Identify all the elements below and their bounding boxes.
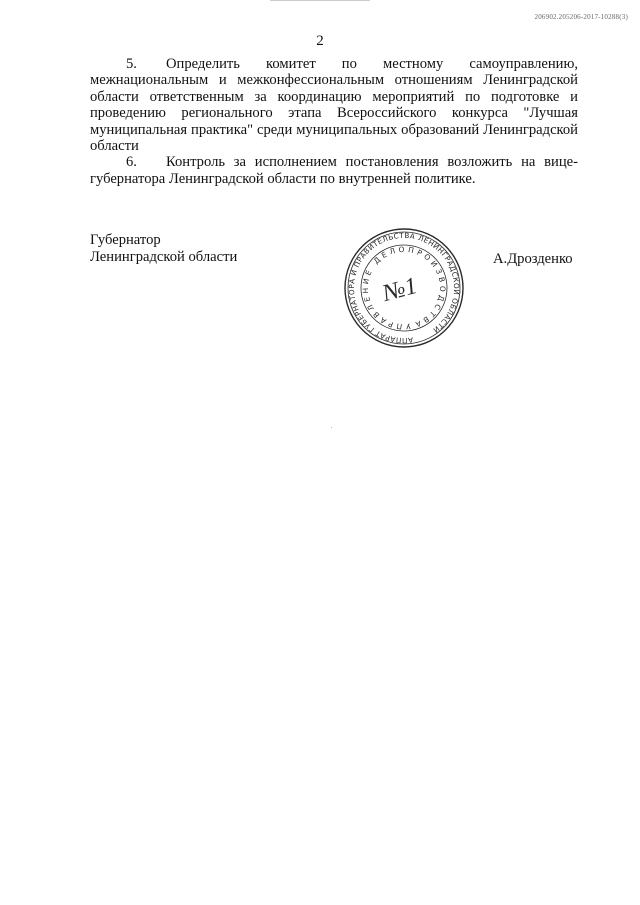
scan-edge-mark xyxy=(270,0,370,1)
paragraph-6 xyxy=(90,154,578,187)
paragraph-number: 6. xyxy=(126,154,137,171)
scan-speck xyxy=(331,427,332,428)
stamp-inner-text: УПРАВЛЕНИЕ ДЕЛОПРОИЗВОДСТВА xyxy=(360,244,448,332)
stamp-center-number: №1 xyxy=(379,272,421,308)
signer-position-line1: Губернатор xyxy=(90,232,161,248)
document-id: 206902.205206-2017-10288(3) xyxy=(534,13,628,21)
paragraph-text: Определить комитет по местному самоуправлению, межнациональным и межконфессиональным отношениям Ленинградской области ответственным за координацию мероприятий по подготовке и проведению регионального этапа Всероссийского конкурса "Лучшая муниципальная практика" среди муниципальных образований Ленинградской области xyxy=(90,56,578,155)
paragraph-number: 5. xyxy=(126,56,137,72)
signature-title xyxy=(90,232,237,266)
stamp-outer-text: АППАРАТ ГУБЕРНАТОРА И ПРАВИТЕЛЬСТВА ЛЕНИНГРАДСКОЙ ОБЛАСТИ xyxy=(346,230,462,346)
document-body xyxy=(90,56,578,187)
paragraph-5 xyxy=(90,56,578,154)
signer-name: А.Дрозденко xyxy=(493,251,573,267)
paragraph-text: Контроль за исполнением постановления возложить на вице-губернатора Ленинградской области по внутренней политике. xyxy=(90,154,578,187)
signer-position-line2: Ленинградской области xyxy=(90,249,238,265)
page-number: 2 xyxy=(316,33,324,49)
official-seal-stamp xyxy=(342,226,466,350)
